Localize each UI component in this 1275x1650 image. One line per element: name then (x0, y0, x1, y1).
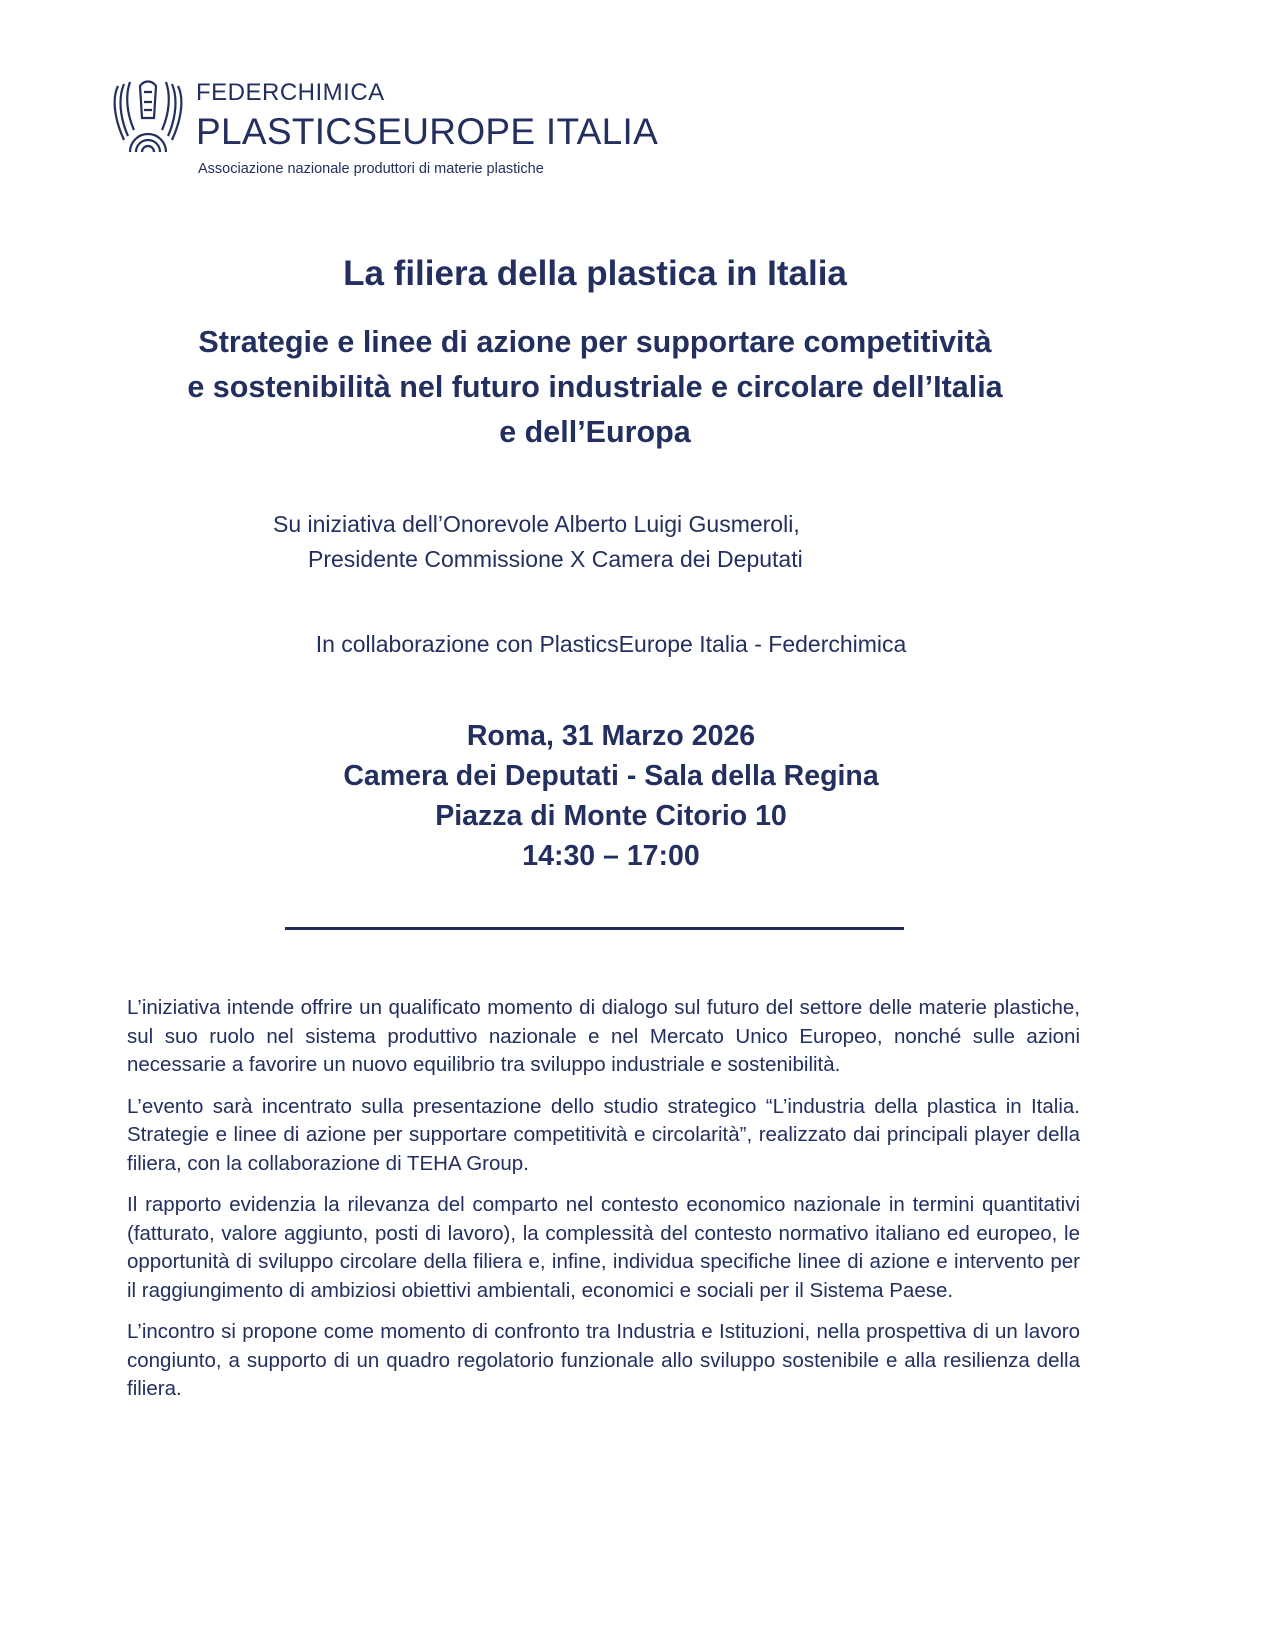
page-title: La filiera della plastica in Italia (343, 254, 847, 293)
organization-logo (110, 76, 659, 188)
logo-line-federchimica: FEDERCHIMICA (196, 79, 385, 106)
paragraph: L’iniziativa intende offrire un qualificato momento di dialogo sul futuro del settore delle materie plastiche, sul suo ruolo nel sistema produttivo nazionale e nel Mercato Unico Europeo, nonché sulle azioni necessarie a favorire un nuovo equilibrio tra sviluppo industriale e sostenibilità. (127, 996, 1080, 1076)
event-venue: Camera dei Deputati - Sala della Regina (343, 760, 879, 792)
event-details (16, 716, 1206, 876)
event-address: Piazza di Monte Citorio 10 (435, 800, 787, 832)
body-text (127, 994, 1080, 1417)
subtitle-line: e sostenibilità nel futuro industriale e circolare dell’Italia (187, 370, 1003, 404)
logo-line-plasticseurope: PLASTICSEUROPE ITALIA (196, 111, 659, 152)
subtitle (0, 320, 1190, 455)
subtitle-line: e dell’Europa (499, 415, 691, 449)
initiative-line: Su iniziativa dell’Onorevole Alberto Luigi Gusmeroli, (273, 511, 800, 537)
initiative-line: Presidente Commissione X Camera dei Deputati (308, 546, 803, 572)
event-time: 14:30 – 17:00 (522, 840, 700, 872)
subtitle-line: Strategie e linee di azione per supportare competitività (198, 325, 992, 359)
collaboration: In collaborazione con PlasticsEurope Italia - Federchimica (315, 631, 907, 657)
paragraph: Il rapporto evidenzia la rilevanza del comparto nel contesto economico nazionale in termini quantitativi (fatturato, valore aggiunto, posti di lavoro), la complessità del contesto normativo italiano ed europeo, le opportunità di sviluppo circolare della filiera e, infine, individua specifiche linee di azione e intervento per il raggiungimento di ambiziosi obiettivi ambientali, economici e sociali per il Sistema Paese. (127, 1193, 1080, 1302)
paragraph: L’evento sarà incentrato sulla presentazione dello studio strategico “L’industria della plastica in Italia. Strategie e linee di azione per supportare competitività e circolarità”, realizzato dai principali player della filiera, con la collaborazione di TEHA Group. (127, 1094, 1080, 1175)
divider (285, 927, 904, 930)
event-date: Roma, 31 Marzo 2026 (466, 720, 756, 752)
eagle-logo-icon (110, 78, 186, 154)
paragraph: L’incontro si propone come momento di confronto tra Industria e Istituzioni, nella prospettiva di un lavoro congiunto, a supporto di un quadro regolatorio funzionale allo sviluppo sostenibile e alla resilienza della filiera. (127, 1320, 1080, 1400)
logo-tagline: Associazione nazionale produttori di materie plastiche (198, 161, 544, 177)
